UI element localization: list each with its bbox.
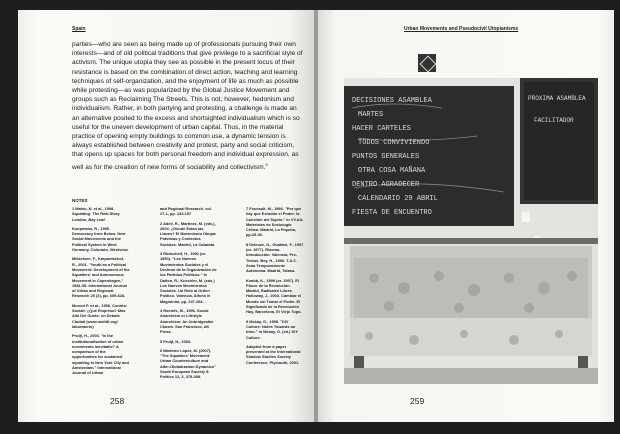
note-entry: 8 Deleuze, G., Guattari, F., 1997 (or. 1977). Rizoma. Introducción. Valencia, Pre-Textos. Bey, H., 1996. T.A.Z. Zona Temporalmente Autónoma. Madrid, Talasa.: [246, 241, 304, 274]
chalk-line: DENTRO AGRADECER: [352, 181, 420, 189]
chalk-line: TODOS CONVIVIENDO: [358, 139, 430, 147]
notes-heading: NOTES: [72, 198, 88, 203]
note-entry: and Regional Research, vol. 27-1, pp. 133-157: [160, 206, 212, 217]
body-text: [72, 40, 304, 172]
note-entry: Adapted from a paper presented at the International Shadow Studies Society Conference, Plymouth, 2001.: [246, 343, 301, 365]
open-book: [18, 10, 614, 422]
chalk-line: OTRA COSA MAÑANA: [358, 167, 426, 175]
emblem-icon: [418, 54, 436, 72]
chalk-line: HACER CARTELES: [352, 125, 411, 133]
chalk-line: MARTES: [358, 111, 384, 119]
chalk-line: FACILITADOR: [534, 117, 574, 124]
note-entry: 7 Foucault, M., 1986. "Por qué hay que Estudiar el Poder: la Cuestión del Sujeto." In VV.AA. Materiales de Sociología Crítica. Madrid, La Piqueta, pp.25-36.: [246, 206, 304, 238]
notes-column-1: [72, 206, 130, 380]
note-entry: 5 Pruijt, H., 2003.: [160, 338, 192, 344]
page-number-right: 259: [410, 396, 425, 406]
right-page: [318, 10, 614, 422]
running-head-left: Spain: [72, 26, 86, 32]
chalk-line: DECISIONES ASAMBLEA: [352, 97, 432, 105]
photo-illustration: [344, 78, 598, 384]
chalk-line: PUNTOS GENERALES: [352, 153, 420, 161]
footnote-marker: 9: [265, 161, 268, 167]
note-entry: 9 Mckay, G., 1998. "DIY Culture: Notes Towards an Intro." In Mckay, G. (ed.) DIY Culture.: [246, 318, 298, 340]
note-entry: Pruijt, H., 2003. "Is the institutionalisation of urban movements inevitable? A comparison of the opportunities for sustained squatting in New York City and Amsterdam." International Journal of Urban: [72, 333, 129, 376]
note-entry: Mikkelsen, F., Karpantschof, R., 2001. "Youth as a Political Movement: Development of the Squatters' and Autonomous Movement in Copenhagen," 1981-95. International Journal of Urban and Regional Research 25 (3), pp. 609-628.: [72, 256, 130, 299]
chalk-line: PROXIMA ASAMBLEA: [528, 95, 586, 102]
body-paragraph: parties—who are seen as being made up of professionals pursuing their own interests—and of old political traditions that give privilege to a sacrificial style of activism. The unique utopia they see as possible in the present locus of their resistance is based on the combination of direct action, teaching and learning techniques of self-organization, and the enjoyment of life as much as possible while protesting—as was popularized by the Global Justice Movement and groups such as Reclaiming The Streets. This is not, however, hedonism and individualism. Rather, in both partying and protesting, a challenge is made an an alternative posited to the excess and shortsighted individualism which is so useful for the uneven development of urban capital. Thus, in the material practice of opening empty buildings to common use, a dynamic tension is always established between creativity and protest, party and social criticism, that opens up spaces for both personal freedom and individual expression, as well as for the creation of new forms of sociability and collectivism.: [72, 41, 303, 171]
note-entry: Knabb, K., 1999 (or. 1997). El Placer de la Revolución. Madrid, Radikales Libres. Holloway, J., 2003. Cambiar el Mundo sin Tomar el Poder. El Significado de la Revolución Hoy. Barcelona, El Viejo Topo.: [246, 277, 302, 315]
note-entry: 3 Rüdschelt, H., 1992 (or. 1990). "Los Nuevos Movimientos Sociales y el Declinar de la Organización de los Partidos Políticos." In Dalton, R., Kuechler, M. (eds.) Los Nuevos Movimientos Sociales. Un Reto al Orden Político. Valencia, Alfons el Magnánim, pp. 247-284.: [160, 251, 217, 304]
left-page: [18, 10, 314, 422]
page-number-left: 258: [110, 396, 125, 406]
chalkboard-photo: [344, 78, 598, 384]
note-entry: 1 Mateu, N. et al., 1998. Squatting: The Real Story. London, Bay Leaf.: [72, 206, 121, 222]
note-entry: Koopmans, R., 1995. Democracy from Below. New Social Movements and the Political System in West Germany. Colorado, Westview.: [72, 225, 129, 253]
chalk-line: FIESTA DE ENCUENTRO: [352, 209, 432, 217]
note-entry: 4 Roelofs, M., 1996. Social Anarchism or Lifestyle Anarchism: An Unbridgeable Chasm. San Francisco, AK Press.: [160, 308, 214, 335]
notes-column-2: [160, 206, 218, 384]
note-entry: 6 Martínez López, M. (2007). "The Squatters' Movement: Urban Counterculture and Alter-Globalization Dynamics" South European Society & Politics 12, 3, 379-398.: [160, 347, 216, 380]
note-entry: 2 Adell, R., Martínez, M. (eds.), 2004. ¿Dónde Están las Llaves? El Movimiento Okupa: Prácticas y Contextos Sociales. Madrid, La Catarata.: [160, 220, 217, 247]
note-entry: Moroni P. et al., 1996. Centrisi Sociali: ¿Qué Empresa? Mas Allá Del Gueto: un Debate Ciudad (www.moltiti.org/ laboratorio): [72, 302, 127, 329]
chalk-line: CALENDARIO 29 ABRIL: [358, 195, 438, 203]
notes-column-3: [246, 206, 304, 369]
running-head-right: Urban Movements and Pseudocivil Utopianisms: [404, 26, 519, 32]
